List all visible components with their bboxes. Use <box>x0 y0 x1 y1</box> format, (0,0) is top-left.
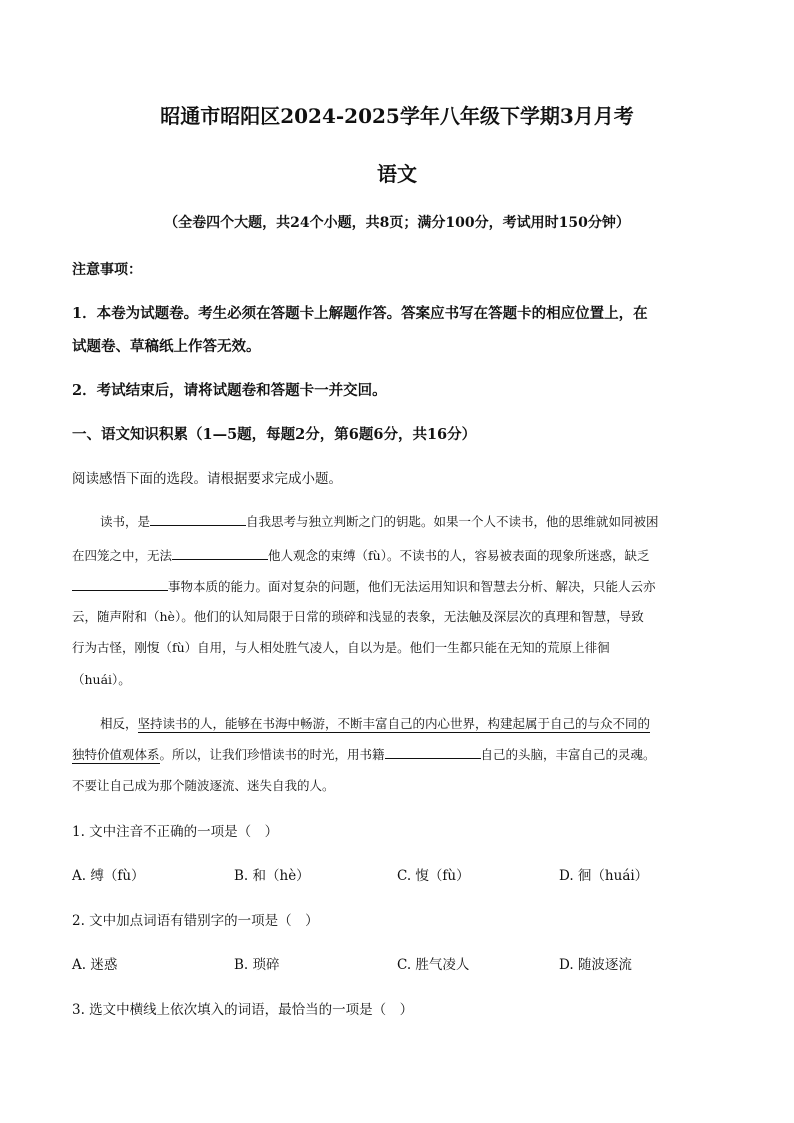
passage-line <box>100 714 650 732</box>
question-2-option-c: C. 胜气凌人 <box>397 957 470 973</box>
fill-blank-2 <box>172 547 268 560</box>
passage-line: （huái）。 <box>72 672 131 687</box>
question-2-option-b: B. 琐碎 <box>234 957 280 973</box>
underlined-sentence: 独特价值观体系 <box>72 747 160 762</box>
passage-line: 云，随声附和（hè）。他们的认知局限于日常的琐碎和浅显的表象，无法触及深层次的真理和智慧，导致 <box>72 609 644 624</box>
question-2-stem: 2. 文中加点词语有错别字的一项是（ ） <box>72 913 319 929</box>
fill-blank-3 <box>72 578 168 591</box>
passage-text: 在四笼之中，无法 <box>72 548 173 563</box>
underlined-sentence: 坚持读书的人，能够在书海中畅游，不断丰富自己的内心世界，构建起属于自己的与众不同的 <box>137 716 651 731</box>
fill-blank-4 <box>385 746 481 759</box>
question-1-option-b: B. 和（hè） <box>234 868 310 884</box>
passage-line <box>100 512 659 530</box>
passage-text: 自我思考与独立判断之门的钥匙。如果一个人不读书，他的思维就如同被困 <box>246 514 659 529</box>
question-2-option-d: D. 随波逐流 <box>559 957 632 973</box>
section-1-heading: 一、语文知识积累（1—5题，每题2分，第6题6分，共16分） <box>72 426 477 443</box>
notice-item-2: 2．考试结束后，请将试题卷和答题卡一并交回。 <box>72 382 387 399</box>
question-1-option-c: C. 愎（fù） <box>397 868 470 884</box>
passage-line <box>72 546 649 564</box>
document-title: 昭通市昭阳区2024-2025学年八年级下学期3月月考 <box>160 104 634 128</box>
notice-item-1-line-2: 试题卷、草稿纸上作答无效。 <box>72 338 261 355</box>
passage-line <box>72 577 656 595</box>
section-1-instruction: 阅读感悟下面的选段。请根据要求完成小题。 <box>72 471 342 486</box>
subject-title: 语文 <box>377 164 417 186</box>
passage-line: 行为古怪，刚愎（fù）自用，与人相处胜气凌人，自以为是。他们一生都只能在无知的荒原上徘徊 <box>72 640 610 655</box>
fill-blank-1 <box>150 513 246 526</box>
notice-heading: 注意事项： <box>72 261 142 277</box>
question-1-option-a: A. 缚（fù） <box>72 868 145 884</box>
question-3-stem: 3. 选文中横线上依次填入的词语，最恰当的一项是（ ） <box>72 1002 414 1018</box>
notice-item-1-line-1: 1．本卷为试题卷。考生必须在答题卡上解题作答。答案应书写在答题卡的相应位置上，在 <box>72 305 648 322</box>
passage-text: 读书，是 <box>100 514 151 529</box>
question-1-stem: 1. 文中注音不正确的一项是（ ） <box>72 824 279 840</box>
question-2-option-a: A. 迷惑 <box>72 957 118 973</box>
passage-text: 自己的头脑，丰富自己的灵魂。 <box>480 747 656 762</box>
passage-text: 相反， <box>100 716 138 731</box>
question-1-option-d: D. 徊（huái） <box>559 868 649 884</box>
passage-text: 他人观念的束缚（fù）。不读书的人，容易被表面的现象所迷惑，缺乏 <box>268 548 650 563</box>
passage-line: 不要让自己成为那个随波逐流、迷失自我的人。 <box>72 778 335 793</box>
passage-text: 事物本质的能力。面对复杂的问题，他们无法运用知识和智慧去分析、解决，只能人云亦 <box>168 579 656 594</box>
passage-text: 。所以，让我们珍惜读书的时光，用书籍 <box>159 747 385 762</box>
exam-info: （全卷四个大题，共24个小题，共8页；满分100分，考试用时150分钟） <box>164 215 630 231</box>
passage-line <box>72 745 656 763</box>
